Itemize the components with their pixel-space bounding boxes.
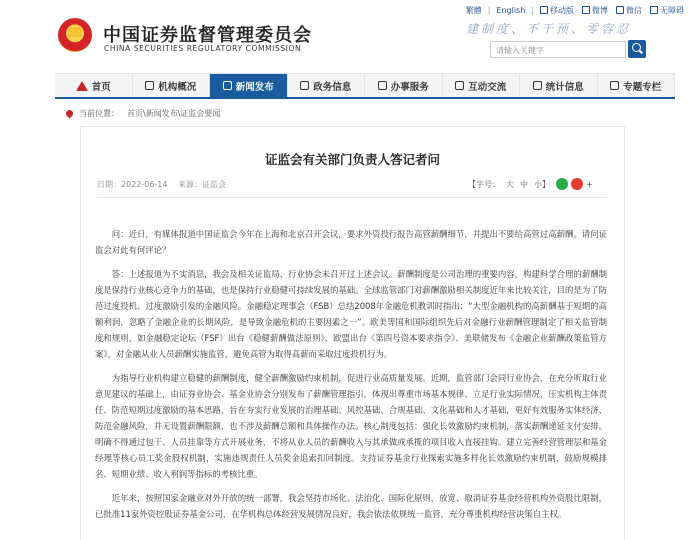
wechat-link[interactable]: 微信	[616, 5, 642, 16]
divider: |	[531, 5, 534, 15]
chat-icon	[455, 81, 464, 90]
nav-label: 政务信息	[313, 81, 352, 93]
nav-topics[interactable]	[598, 74, 676, 97]
nav-label: 新闻发布	[235, 81, 274, 93]
nav-label: 专题专栏	[623, 81, 662, 93]
divider: |	[487, 5, 491, 15]
article-paragraph: 问：近日，有媒体报道中国证监会今年在上海和北京召开会议，要求外资投行报告高管薪酬细节，并提出不要给高管过高薪酬。请问证监会对此有何评论？	[95, 229, 607, 255]
national-emblem-icon[interactable]	[58, 18, 92, 52]
lang-english-link[interactable]: English	[496, 5, 526, 15]
weibo-link[interactable]: 微博	[582, 5, 608, 16]
mobile-link[interactable]: 移动版	[540, 5, 574, 16]
chart-icon	[533, 81, 542, 90]
weibo-icon	[582, 6, 590, 14]
article-paragraph: 近年来，按照国家金融业对外开放的统一部署，我会坚持市场化、法治化、国际化原则，放宽、取消证券基金经营机构外资股比限制，已批准11家外资控股证券基金公司，在华机构总体经营发展情况良好，我会依法依规统一监管，充分尊重机构经营决策自主权。	[95, 493, 607, 519]
slogan: 建制度、不干预、零容忍	[466, 22, 632, 36]
search-input[interactable]: 请输入关键字	[490, 41, 626, 58]
document-icon	[300, 81, 309, 90]
nav-label: 办事服务	[390, 81, 429, 93]
article-source: 来源：证监会	[178, 180, 227, 189]
building-icon	[145, 81, 154, 90]
breadcrumb-path[interactable]: 首页\新闻发布\证监会要闻	[127, 109, 221, 118]
nav-about[interactable]	[133, 74, 211, 97]
home-icon	[76, 81, 88, 91]
nav-news[interactable]	[210, 74, 288, 97]
user-icon	[378, 81, 387, 90]
font-medium-button[interactable]: 中	[520, 179, 528, 189]
nav-label: 统计信息	[545, 81, 584, 93]
accessibility-icon	[650, 6, 658, 14]
search-button[interactable]	[628, 40, 646, 58]
article-meta	[97, 179, 234, 190]
nav-statistics[interactable]	[520, 74, 598, 97]
nav-label: 机构概况	[158, 81, 197, 93]
accessible-link[interactable]: 无障碍	[650, 5, 684, 16]
font-small-button[interactable]: 小】	[534, 179, 550, 189]
wechat-icon	[616, 6, 624, 14]
article-paragraph: 答：上述报道为不实消息，我会及相关证监局、行业协会未召开过上述会议。薪酬制度是公司治理的重要内容，构建科学合理的薪酬制度是保持行业核心竞争力的基础，也是保持行业稳健可持续发展的基础。全球监管部门对薪酬激励相关制度近年来比较关注，目的是为了防范过度投机、过度激励引发的金融风险。金融稳定理事会（FSB）总结2008年金融危机教训时指出：“大型金融机构的高薪酬基于短期的高额利润，忽略了金融企业的长期风险，是导致金融危机的主要因素之一”。欧美等国和国际组织先后对金融行业薪酬管理制定了相关监管制度和规则，如金融稳定论坛（FSF）出台《稳健薪酬做法原则》、欧盟出台《第四号资本要求指令》、美联储发布《金融企业薪酬政策监管方案》，对金融从业人员薪酬实施监管，避免高管为取得高薪而采取过度投机行为。	[95, 269, 607, 359]
nav-gov-info[interactable]	[288, 74, 366, 97]
lang-traditional-link[interactable]: 繁體	[465, 5, 482, 15]
site-title-en: CHINA SECURITIES REGULATORY COMMISSION	[104, 44, 302, 53]
nav-label: 首页	[91, 81, 111, 93]
nav-home[interactable]	[55, 74, 133, 97]
nav-services[interactable]	[365, 74, 443, 97]
bookmark-icon	[610, 81, 619, 90]
article-tools	[468, 178, 599, 190]
site-title-cn[interactable]: 中国证券监督管理委员会	[103, 25, 312, 46]
main-nav	[55, 73, 675, 99]
breadcrumb-label: 当前位置：	[79, 109, 119, 118]
weibo-share-icon[interactable]	[571, 178, 583, 190]
article-paragraph: 为指导行业机构建立稳健的薪酬制度，健全薪酬激励约束机制，促进行业高质量发展。近期，监管部门会同行业协会，在充分听取行业意见建议的基础上，由证券业协会、基金业协会分别发布了薪酬管理指引，体现出尊重市场基本规律、立足行业实际情况、压实机构主体责任、防范短期过度激励的基本思路，旨在夯实行业发展的治理基础、风控基础、合规基础、文化基础和人才基础，更好有效服务实体经济、防范金融风险，并无设置薪酬限额，也不涉及薪酬总额和具体操作办法。核心制度包括：强化长效激励约束机制，落实薪酬递延支付安排。明确不得通过包干、人员挂靠等方式开展业务，不将从业人员的薪酬收入与其承做或承揽的项目收入直接挂钩。建立完善经营管理层和基金经理等核心员工奖金股权机制，实施违规责任人员奖金追索扣回制度。支持证券基金行业探索实施多样化长效激励约束机制，鼓励规模排名、短期业绩、收入利润等指标的考核比重。	[95, 373, 607, 479]
font-large-button[interactable]: 大	[506, 179, 514, 189]
news-icon	[223, 81, 232, 90]
location-pin-icon	[65, 109, 75, 119]
divider	[97, 197, 607, 198]
breadcrumb	[66, 108, 220, 119]
article-date: 日期：2022-06-14	[97, 180, 168, 189]
utility-bar	[462, 3, 688, 17]
font-size-label: 【字号：	[468, 179, 500, 189]
more-share-button[interactable]: +	[586, 179, 593, 189]
article-title: 证监会有关部门负责人答记者问	[264, 152, 440, 167]
nav-interaction[interactable]	[443, 74, 521, 97]
nav-label: 互动交流	[468, 81, 507, 93]
wechat-share-icon[interactable]	[556, 178, 568, 190]
mobile-icon	[540, 6, 548, 14]
